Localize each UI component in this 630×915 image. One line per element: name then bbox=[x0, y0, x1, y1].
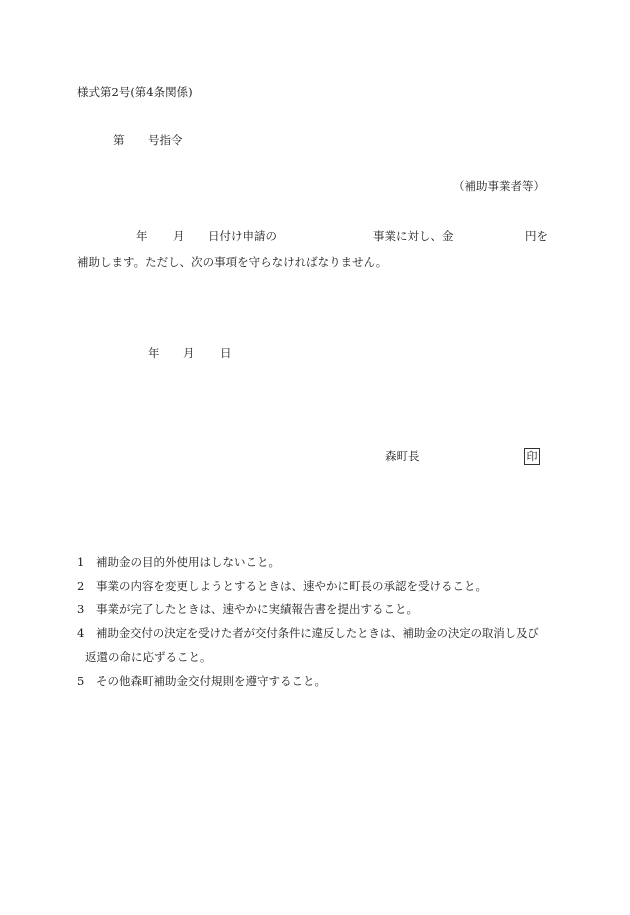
condition-number: 1 bbox=[77, 555, 85, 569]
condition-number: 2 bbox=[77, 579, 85, 593]
application-year: 年 bbox=[136, 229, 148, 243]
order-number-prefix: 第 bbox=[113, 133, 125, 147]
condition-text: 事業が完了したときは、速やかに実績報告書を提出すること。 bbox=[96, 602, 418, 616]
condition-text: 事業の内容を変更しようとするときは、速やかに町長の承認を受けること。 bbox=[96, 579, 487, 593]
condition-number: 4 bbox=[77, 626, 85, 640]
application-day-text: 日付け申請の bbox=[208, 229, 277, 243]
condition-text: 補助金の目的外使用はしないこと。 bbox=[96, 555, 280, 569]
project-grant-text: 事業に対し、金 bbox=[373, 229, 454, 243]
condition-number: 5 bbox=[77, 674, 85, 688]
issue-year: 年 bbox=[148, 346, 160, 360]
condition-text: その他森町補助金交付規則を遵守すること。 bbox=[96, 674, 326, 688]
issuer-title: 森町長 bbox=[385, 449, 420, 463]
issue-month: 月 bbox=[183, 346, 195, 360]
form-label: 様式第2号(第4条関係) bbox=[77, 85, 193, 99]
yen-text: 円を bbox=[525, 229, 548, 243]
issue-day: 日 bbox=[220, 346, 232, 360]
body-text: 補助します。ただし、次の事項を守らなければなりません。 bbox=[77, 255, 388, 269]
seal-mark: 印 bbox=[524, 448, 540, 465]
recipient-label: （補助事業者等） bbox=[453, 179, 545, 193]
condition-text: 補助金交付の決定を受けた者が交付条件に違反したときは、補助金の決定の取消し及び bbox=[96, 626, 539, 640]
application-month: 月 bbox=[173, 229, 185, 243]
condition-text-continuation: 返還の命に応ずること。 bbox=[85, 650, 212, 664]
order-number-suffix: 号指令 bbox=[148, 133, 183, 147]
condition-number: 3 bbox=[77, 602, 85, 616]
